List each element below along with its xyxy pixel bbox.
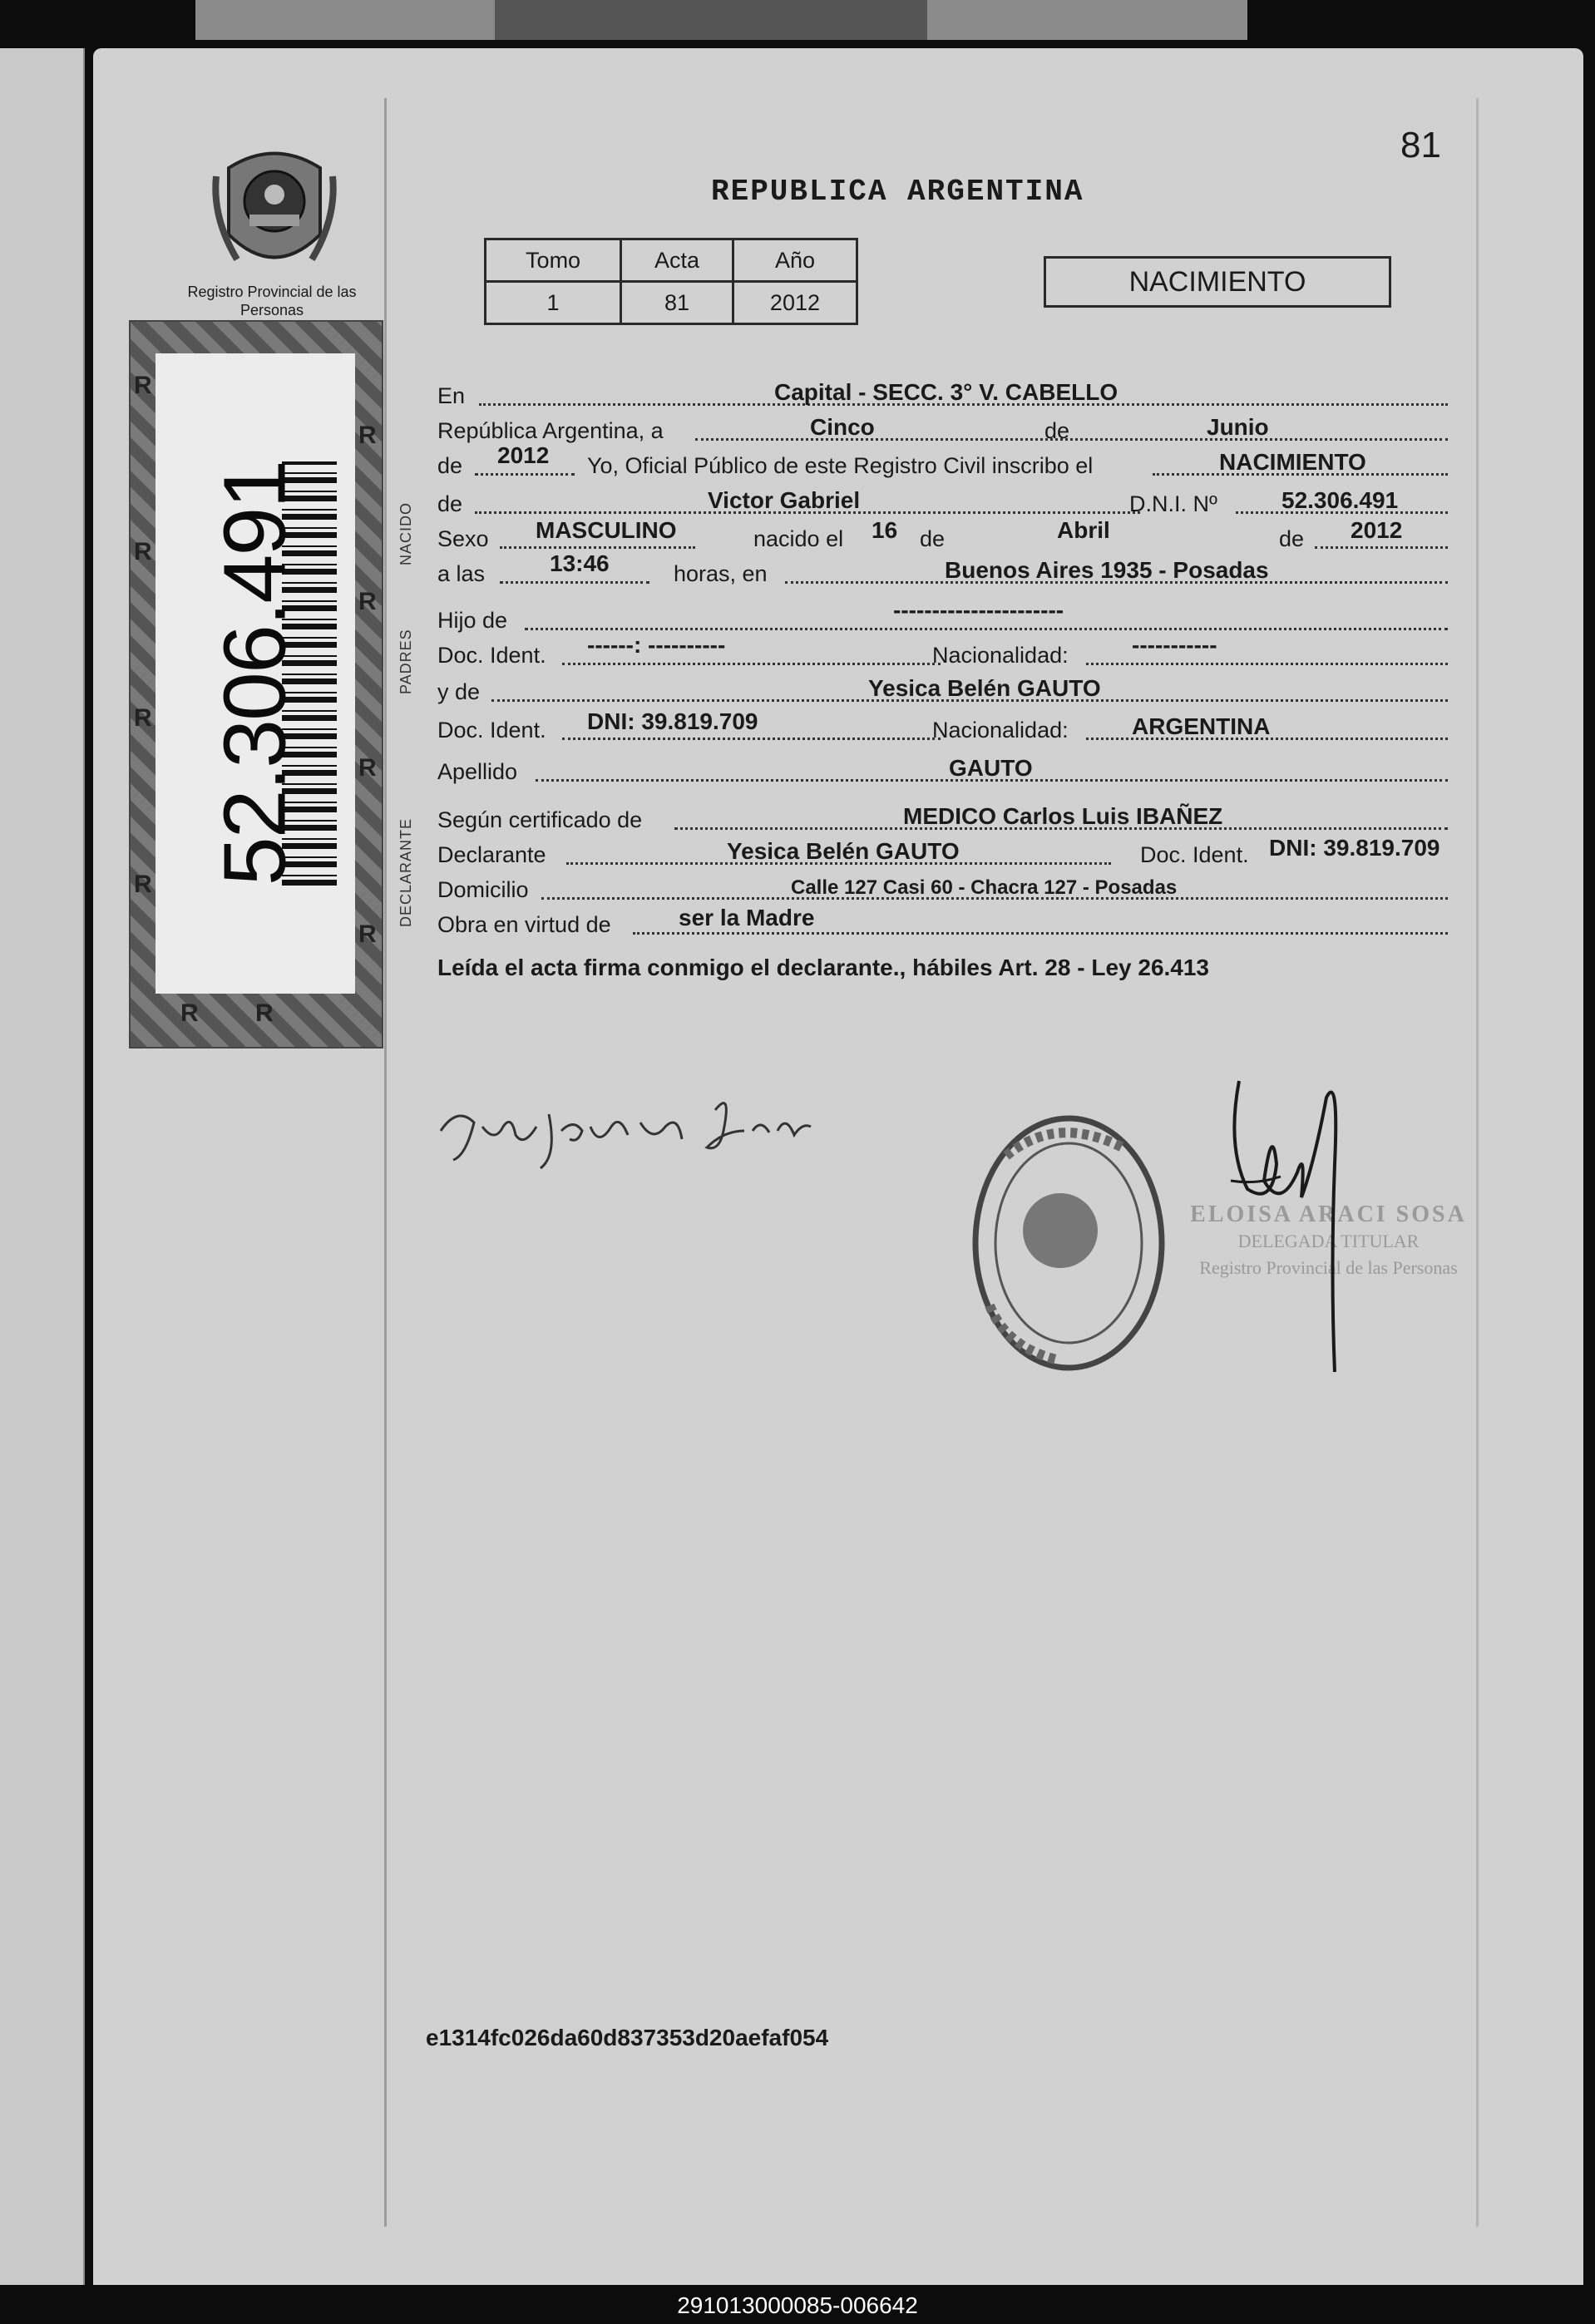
yde-label: y de <box>437 679 481 704</box>
line-doc-father <box>437 632 1448 669</box>
inscribo-value: NACIMIENTO <box>1219 449 1366 475</box>
record-header-anio: Año <box>733 239 857 282</box>
line-hora <box>437 550 1448 587</box>
section-padres: PADRES <box>398 629 414 694</box>
line-inscribo <box>437 442 1448 479</box>
doc1-label: Doc. Ident. <box>437 643 546 668</box>
sticker-label <box>156 353 355 994</box>
obra-label: Obra en virtud de <box>437 912 611 937</box>
nac1-value: ----------- <box>1132 632 1217 658</box>
left-page-edge <box>0 48 85 2285</box>
sticker-mark: R <box>134 871 152 898</box>
dotted-line <box>525 628 1448 630</box>
dni-label: D.N.I. Nº <box>1129 491 1217 516</box>
doc1-value: ------: ---------- <box>587 632 726 658</box>
dni-value: 52.306.491 <box>1281 487 1399 513</box>
line-domicilio <box>437 866 1448 903</box>
line-republica <box>437 407 1448 444</box>
dotted-line <box>633 932 1448 935</box>
year-value: 2012 <box>497 442 550 468</box>
birthplace-value: Buenos Aires 1935 - Posadas <box>945 557 1269 583</box>
dotted-line <box>500 546 695 549</box>
record-value-tomo: 1 <box>486 282 621 324</box>
official-round-stamp <box>956 1098 1181 1380</box>
sticker-number: 52.306.491 <box>205 461 304 886</box>
en-label: En <box>437 383 466 408</box>
top-page-shadow <box>495 0 927 40</box>
oficial-text: Yo, Oficial Público de este Registro Civil inscribo el <box>587 453 1094 478</box>
obra-value: ser la Madre <box>679 905 815 930</box>
top-page-edge <box>195 0 1247 40</box>
sticker-mark: R <box>255 999 274 1027</box>
record-type-box: NACIMIENTO <box>1044 256 1391 308</box>
seal-caption: Registro Provincial de las Personas <box>187 284 357 318</box>
sticker-mark: R <box>134 538 152 565</box>
sticker-mark: R <box>134 372 152 399</box>
record-table <box>484 238 858 325</box>
apellido-label: Apellido <box>437 759 518 784</box>
nacido-label: nacido el <box>753 526 844 551</box>
alas-label: a las <box>437 561 486 586</box>
day-value: Cinco <box>810 414 875 440</box>
sticker-mark: R <box>134 704 152 732</box>
birth-month: Abril <box>1057 517 1110 543</box>
line-hijo <box>437 597 1448 634</box>
horas-label: horas, en <box>674 561 768 586</box>
de4-label: de <box>920 526 946 551</box>
nac2-value: ARGENTINA <box>1132 713 1271 739</box>
official-signature <box>1222 1064 1356 1380</box>
line-certificado <box>437 797 1448 833</box>
country-title: REPUBLICA ARGENTINA <box>711 175 1084 209</box>
declarant-signature <box>432 1081 815 1181</box>
de2-label: de <box>437 453 463 478</box>
cert-label: Según certificado de <box>437 807 643 832</box>
hour-value: 13:46 <box>550 550 610 576</box>
nac2-label: Nacionalidad: <box>932 718 1069 743</box>
line-mother <box>437 669 1448 705</box>
sticker-mark: R <box>358 754 377 782</box>
declarante-value: Yesica Belén GAUTO <box>727 838 960 864</box>
official-name: ELOISA ARACI SOSA <box>1190 1201 1467 1227</box>
dotted-line <box>562 738 941 740</box>
doc2-value: DNI: 39.819.709 <box>587 708 758 734</box>
record-header-tomo: Tomo <box>486 239 621 282</box>
dotted-line <box>500 581 649 584</box>
line-apellido <box>437 748 1448 785</box>
line-name <box>437 481 1448 517</box>
record-value-anio: 2012 <box>733 282 857 324</box>
father-value: ---------------------- <box>893 597 1064 623</box>
barcode-sticker <box>129 320 383 1049</box>
doc2-label: Doc. Ident. <box>437 718 546 743</box>
dotted-line <box>1086 663 1448 665</box>
sticker-mark: R <box>358 588 377 615</box>
sexo-value: MASCULINO <box>536 517 677 543</box>
dotted-line <box>562 663 941 665</box>
place-value: Capital - SECC. 3° V. CABELLO <box>774 379 1118 405</box>
line-obra <box>437 901 1448 938</box>
dotted-line <box>1315 546 1448 549</box>
line-declarante <box>437 831 1448 868</box>
domicilio-label: Domicilio <box>437 877 529 902</box>
sticker-mark: R <box>180 999 199 1027</box>
hijo-label: Hijo de <box>437 608 508 633</box>
line-en <box>437 373 1448 409</box>
birth-year: 2012 <box>1351 517 1403 543</box>
name-value: Victor Gabriel <box>708 487 861 513</box>
sticker-mark: R <box>358 920 377 948</box>
section-declarante: DECLARANTE <box>398 817 414 927</box>
cert-value: MEDICO Carlos Luis IBAÑEZ <box>903 803 1223 829</box>
birth-day: 16 <box>872 517 898 543</box>
apellido-value: GAUTO <box>949 755 1033 781</box>
mother-value: Yesica Belén GAUTO <box>868 675 1101 701</box>
declarante-label: Declarante <box>437 842 546 867</box>
domicilio-value: Calle 127 Casi 60 - Chacra 127 - Posadas <box>791 876 1178 899</box>
month-value: Junio <box>1207 414 1269 440</box>
section-nacido: NACIDO <box>398 501 414 565</box>
sticker-mark: R <box>358 422 377 449</box>
dotted-line <box>695 438 1448 441</box>
sexo-label: Sexo <box>437 526 489 551</box>
de3-label: de <box>437 491 463 516</box>
page-number: 81 <box>1400 125 1441 165</box>
republica-label: República Argentina, a <box>437 418 664 443</box>
record-header-acta: Acta <box>621 239 733 282</box>
de5-label: de <box>1279 526 1305 551</box>
provincial-seal-icon <box>212 143 337 280</box>
official-role: DELEGADA TITULAR <box>1237 1231 1420 1251</box>
de-label: de <box>1044 418 1070 443</box>
closing-text: Leída el acta firma conmigo el declarante., hábiles Art. 28 - Ley 26.413 <box>437 955 1210 980</box>
line-sexo <box>437 516 1448 552</box>
document-hash: e1314fc026da60d837353d20aefaf054 <box>426 2025 829 2050</box>
nac1-label: Nacionalidad: <box>932 643 1069 668</box>
dotted-line <box>475 473 575 476</box>
footer-id: 291013000085-006642 <box>677 2292 918 2318</box>
doc3-label: Doc. Ident. <box>1140 842 1249 867</box>
official-office: Registro Provincial de las Personas <box>1199 1257 1458 1278</box>
record-value-acta: 81 <box>621 282 733 324</box>
line-doc-mother <box>437 707 1448 743</box>
doc3-value: DNI: 39.819.709 <box>1269 835 1440 861</box>
